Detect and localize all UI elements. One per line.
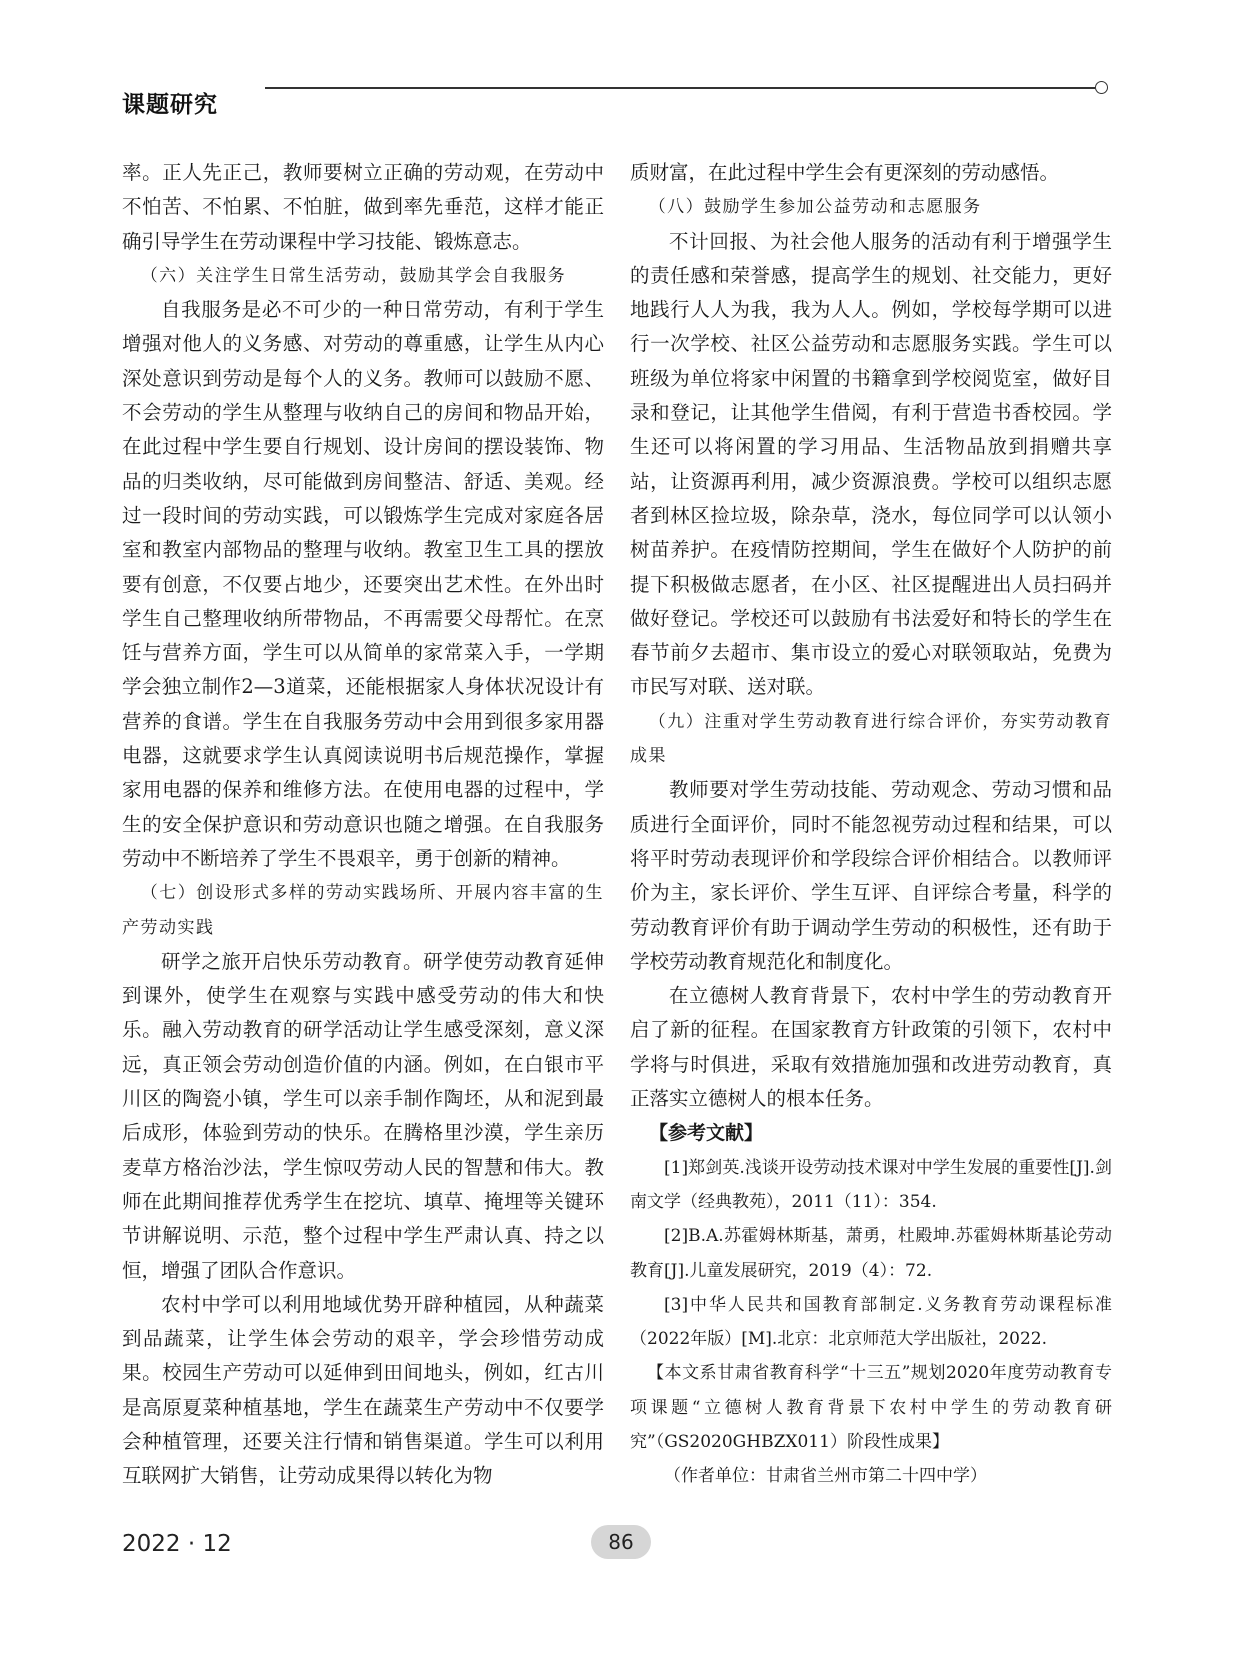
paragraph: 在立德树人教育背景下，农村中学生的劳动教育开启了新的征程。在国家教育方针政策的引领下，农村中学将与时俱进，采取有效措施加强和改进劳动教育，真正落实立德树人的根本任务。 — [630, 984, 1112, 1111]
paragraph: 农村中学可以利用地域优势开辟种植园，从种蔬菜到品蔬菜，让学生体会劳动的艰辛，学会珍惜劳动成果。校园生产劳动可以延伸到田间地头，例如，红古川是高原夏菜种植基地，学生在蔬菜生产劳动中不仅要学会种植管理，还要关注行情和销售渠道。学生可以利用互联网扩大销售，让劳动成果得以转化为物 — [122, 1292, 604, 1488]
right-column — [630, 156, 1112, 1494]
header-rule — [265, 87, 1095, 89]
section-title: 课题研究 — [122, 92, 218, 118]
paragraph: 教师要对学生劳动技能、劳动观念、劳动习惯和品质进行全面评价，同时不能忽视劳动过程和结果，可以将平时劳动表现评价和学段综合评价相结合。以教师评价为主，家长评价、学生互评、自评综合考量，科学的劳动教育评价有助于调动学生劳动的积极性，还有助于学校劳动教育规范化和制度化。 — [630, 778, 1112, 973]
reference-item: [2]B.A.苏霍姆林斯基，萧勇，杜殿坤.苏霍姆林斯基论劳动教育[J].儿童发展研究，2019（4）：72. — [630, 1226, 1112, 1281]
paragraph: 质财富，在此过程中学生会有更深刻的劳动感悟。 — [630, 161, 1060, 184]
author-unit: （作者单位：甘肃省兰州市第二十四中学） — [664, 1466, 987, 1487]
references-heading: 【参考文献】 — [649, 1122, 764, 1145]
issue-date: 2022 · 12 — [122, 1531, 232, 1557]
left-column — [122, 156, 604, 1494]
subheading: （八）鼓励学生参加公益劳动和志愿服务 — [648, 197, 982, 218]
paragraph: 率。正人先正己，教师要树立正确的劳动观，在劳动中不怕苦、不怕累、不怕脏，做到率先垂范，这样才能正确引导学生在劳动课程中学习技能、锻炼意志。 — [122, 161, 604, 253]
reference-item: [3]中华人民共和国教育部制定.义务教育劳动课程标准（2022年版）[M].北京：北京师范大学出版社，2022. — [630, 1294, 1112, 1350]
reference-item: [1]郑剑英.浅谈开设劳动技术课对中学生发展的重要性[J].剑南文学（经典教苑），2011（11）：354. — [630, 1157, 1112, 1212]
paragraph: 自我服务是必不可少的一种日常劳动，有利于学生增强对他人的义务感、对劳动的尊重感，让学生从内心深处意识到劳动是每个人的义务。教师可以鼓励不愿、不会劳动的学生从整理与收纳自己的房间和物品开始，在此过程中学生要自行规划、设计房间的摆设装饰、物品的归类收纳，尽可能做到房间整洁、舒适、美观。经过一段时间的劳动实践，可以锻炼学生完成对家庭各居室和教室内部物品的整理与收纳。教室卫生工具的摆放要有创意，不仅要占地少，还要突出艺术性。在外出时学生自己整理收纳所带物品，不再需要父母帮忙。在烹饪与营养方面，学生可以从简单的家常菜入手，一学期学会独立制作2—3道菜，还能根据家人身体状况设计有营养的食谱。学生在自我服务劳动中会用到很多家用器电器，这就要求学生认真阅读说明书后规范操作，掌握家用电器的保养和维修方法。在使用电器的过程中，学生的安全保护意识和劳动意识也随之增强。在自我服务劳动中不断培养了学生不畏艰辛，勇于创新的精神。 — [122, 298, 604, 870]
subheading: （七）创设形式多样的劳动实践场所、开展内容丰富的生产劳动实践 — [122, 883, 604, 938]
paragraph: 不计回报、为社会他人服务的活动有利于增强学生的责任感和荣誉感，提高学生的规划、社交能力，更好地践行人人为我，我为人人。例如，学校每学期可以进行一次学校、社区公益劳动和志愿服务实践。学生可以班级为单位将家中闲置的书籍拿到学校阅览室，做好目录和登记，让其他学生借阅，有利于营造书香校园。学生还可以将闲置的学习用品、生活物品放到捐赠共享站，让资源再利用，减少资源浪费。学校可以组织志愿者到林区捡垃圾，除杂草，浇水，每位同学可以认领小树苗养护。在疫情防控期间，学生在做好个人防护的前提下积极做志愿者，在小区、社区提醒进出人员扫码并做好登记。学校还可以鼓励有书法爱好和特长的学生在春节前夕去超市、集市设立的爱心对联领取站，免费为市民写对联、送对联。 — [630, 229, 1112, 699]
project-note: 【本文系甘肃省教育科学“十三五”规划2020年度劳动教育专项课题“立德树人教育背景下农村中学生的劳动教育研究”（GS2020GHBZX011）阶段性成果】 — [630, 1363, 1112, 1452]
subheading: （六）关注学生日常生活劳动，鼓励其学会自我服务 — [140, 265, 567, 286]
header-rule-end-circle — [1095, 81, 1108, 94]
subheading: （九）注重对学生劳动教育进行综合评价，夯实劳动教育成果 — [630, 711, 1112, 767]
page-number: 86 — [591, 1525, 651, 1559]
paragraph: 研学之旅开启快乐劳动教育。研学使劳动教育延伸到课外，使学生在观察与实践中感受劳动的伟大和快乐。融入劳动教育的研学活动让学生感受深刻，意义深远，真正领会劳动创造价值的内涵。例如，在白银市平川区的陶瓷小镇，学生可以亲手制作陶坯，从和泥到最后成形，体验到劳动的快乐。在腾格里沙漠，学生亲历麦草方格治沙法，学生惊叹劳动人民的智慧和伟大。教师在此期间推荐优秀学生在挖坑、填草、掩埋等关键环节讲解说明、示范，整个过程中学生严肃认真、持之以恒，增强了团队合作意识。 — [122, 949, 604, 1282]
